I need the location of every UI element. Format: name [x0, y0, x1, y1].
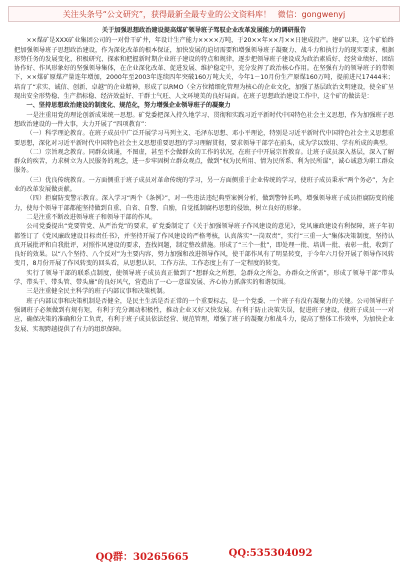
section-heading: 一、坚持思想政治建设的制度化、规范化，努力增强企业领导班子的凝聚力: [26, 102, 231, 110]
paragraph: 公司党委提出“党要管党、从严治党”的要求，矿党委制定了《关于加强领导班子作风建设的意见》，党风廉政建设有利保障，班子年初都签订了《党风廉政建设目标责任书》，并坚持开展了作风建设的严格考核，认真落实“一岗双责”，实行“三重一大”集体决策制度，坚持认真开展批评和自我批评，对照作风建设的要求，查找问题，制定整改措施。形成了“三个一批”，即处理一批、培训一批、表彰一批，收到了良好的效果。以“八个坚持、八个反对”为主要内容，努力加强和改进领导作风，使干部作风有了明显转变，于今年六月份开展了领导作风转变月，8月份开展了作风转变的回头看，从思想认识、工作方法、工作态度上有了一定程度的转变。: [14, 223, 394, 268]
paragraph: 一是注重用党的理论创新成果统一思想。矿党委把深入持久地学习、贯彻和实践习近平新时代中国特色社会主义思想，作为加强班子思想政治建设的一件大事，大力开展了“四项教育”：: [14, 111, 394, 128]
contact-footer: [0, 548, 408, 564]
document-title: 关于加强思想政治建设提高煤矿领导班子驾驭企业改革发展能力的调研报告: [101, 27, 307, 34]
paragraph: 班子内部议事和决策机制是否健全，是民主生活是否正常的一个重要标志，是一个党委、一个班子有没有凝聚力的关键。公司领导班子强调班子必须做到有规有矩，有利于充分调动积极性，推动企业又好又快发展。有利于防止决策失误，促进班子建设，使班子成员一一对应，确保决策的准确和分工负责，有利于班子成员依法经营、规范管理，增强了班子的凝聚力和战斗力，提高了整体工作效率，为加快企业发展、实现跨越提供了有力的组织保障。: [14, 297, 394, 333]
qq-group-label: QQ群：30265665: [95, 552, 189, 563]
document-body: [14, 26, 394, 538]
promo-banner[interactable]: [8, 6, 400, 22]
qq-label: QQ:535304092: [228, 548, 313, 559]
banner-separator: [273, 10, 276, 19]
paragraph: 二是注重不断改进领导班子和领导干部的作风。: [26, 213, 157, 221]
paragraph: ××煤矿是XXX矿业集团公司的一对骨干矿井，年设计生产能力××××万吨，于20××年××月××日建成投产。建矿以来，这个矿始终把加强领导班子思想政治建设，作为深化改革的根本保证，加快发展的迫切需要和增强领导班子凝聚力、战斗力和执行力的现实要求，根据形势任务的发展变化，积极研究、探索和把握新时期企业班子建设的特点和规律，逐步把领导班子建设成为政治素质好、经营业绩好、团结协作好、作风形象好的坚强领导集体，在企业深化改革、促进发展、维护稳定中，充分发挥了政治核心作用。在坚强有力的领导班子的带领下，××煤矿原煤产量连年增加，2000年至2003年连续四年突破160万吨大关，今年1－10月份生产原煤160万吨，提前进尺17444米；培育了“求实、诚信、创新、卓越”的企业精神，形成了以RMO（全方位精细化管理为核心的企业文化，加强了基层政治文明建设，使全矿呈现出安全形势稳、生产指标稳、经济效益好、干群士气旺、人文环境美的良好局面。在班子思想政治建设工作中，这个矿的做法是：: [14, 37, 394, 101]
paragraph-list: [14, 36, 394, 334]
paragraph: （四）拒腐防变警示教育。深入学习“两个《条例》”，对一些违法违纪典型案例分析，做到警钟长鸣，增强领导班子成员拒腐防变的能力，使每个领导干部都能坚持做到自重、自省、自警、自励，自觉抵制腐朽思想的侵蚀，树立良好的形象。: [14, 195, 394, 212]
paragraph: （一）科学理论教育。在班子成员中广泛开展学习马列主义、毛泽东思想、邓小平理论，特别是习近平新时代中国特色社会主义思想重要思想，深化对习近平新时代中国特色社会主义思想重要思想的学习理解贯彻，要求领导干部学在前头，成为学以致用、学有所成的典型。: [14, 130, 394, 147]
paragraph: 实行了领导干部的联系点制度，使领导班子成员真正做到了“想群众之所想，急群众之所急，办群众之所需”，形成了领导干部“带头学、带头干、带头管、带头廉”的良好风气，营造出了一心一意谋发展、齐心协力抓落实的和谐氛围。: [14, 269, 394, 287]
banner-text: 关注头条号“公文研究”，获得最新全最专业的公文资料库！: [62, 9, 272, 19]
banner-wechat: 微信：gongwenyj: [277, 9, 346, 19]
paragraph: （三）优良传统教育。一方面侧重于班子成员对革命传统的学习，另一方面侧重于企业传统的学习，使班子成员秉承“两个务必”，为企业的改革发展做贡献。: [14, 176, 394, 194]
paragraph: 三是注重健全民主科学的班子内部议事和决策机制。: [26, 288, 169, 296]
paragraph: （二）宗旨观念教育。同群众谈通，不图虚，甚至不会做群众的工作的状况，在班子中开展宗旨教育。让班子成员深入基层，深入了解群众的疾苦，力求树立为人民服务的观念，进一步牢固树立群众观点，做到“权为民所用、情为民所系、利为民所谋”，诚心诚意为职工群众服务。: [14, 148, 394, 175]
